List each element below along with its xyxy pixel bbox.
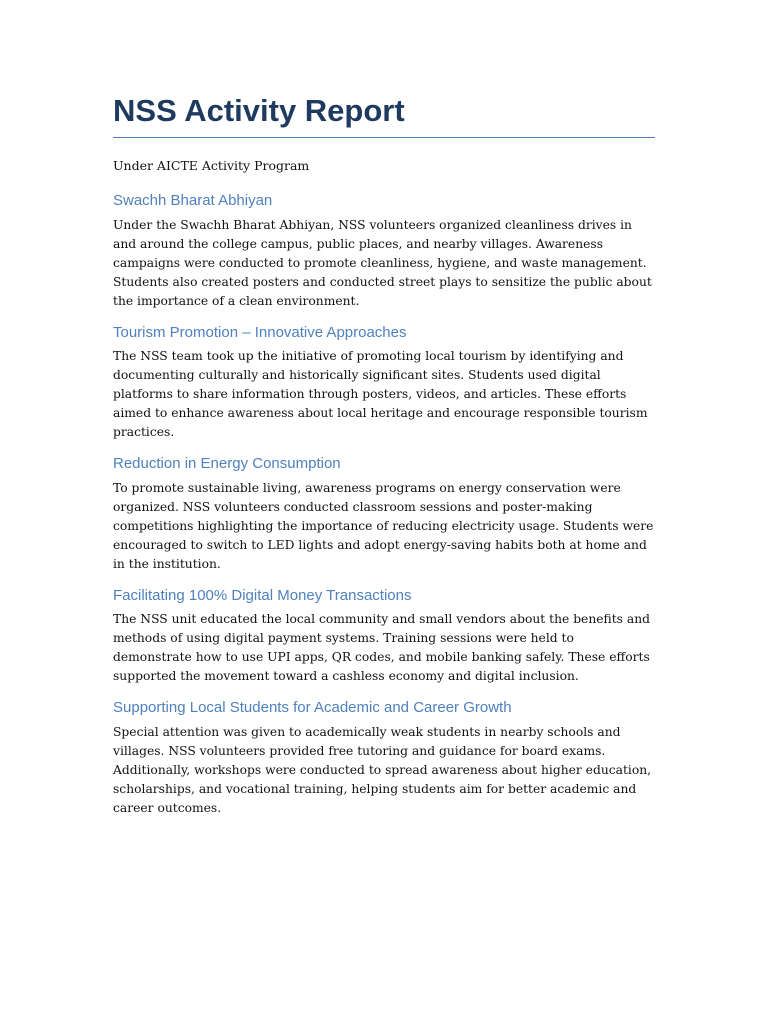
document-page <box>113 92 655 830</box>
section-body: Special attention was given to academically weak students in nearby schools and villages. NSS volunteers provided free tutoring and guidance for board exams. Additionally, workshops were conducted to spread awareness about higher education, scholarships, and vocational training, helping students aim for better academic and career outcomes. <box>113 724 652 815</box>
section-digital-transactions <box>113 586 655 687</box>
section-body: The NSS team took up the initiative of promoting local tourism by identifying and documenting culturally and historically significant sites. Students used digital platforms to share information through posters, videos, and articles. These efforts aimed to enhance awareness about local heritage and encourage responsible tourism practices. <box>113 349 648 440</box>
section-swachh-bharat <box>113 191 655 311</box>
section-heading: Reduction in Energy Consumption <box>113 455 341 473</box>
section-tourism-promotion <box>113 323 655 443</box>
section-body: The NSS unit educated the local community and small vendors about the benefits and methods of using digital payment systems. Training sessions were held to demonstrate how to use UPI apps, QR codes, and mobile banking safely. These efforts supported the movement toward a cashless economy and digital inclusion. <box>113 612 651 684</box>
section-heading: Tourism Promotion – Innovative Approaches <box>113 323 407 341</box>
section-heading: Swachh Bharat Abhiyan <box>113 192 273 210</box>
section-heading: Facilitating 100% Digital Money Transactions <box>113 586 412 604</box>
page-subtitle: Under AICTE Activity Program <box>113 158 310 174</box>
section-body: Under the Swachh Bharat Abhiyan, NSS volunteers organized cleanliness drives in and around the college campus, public places, and nearby villages. Awareness campaigns were conducted to promote cleanliness, hygiene, and waste management. Students also created posters and conducted street plays to sensitize the public about the importance of a clean environment. <box>113 217 652 308</box>
section-body: To promote sustainable living, awareness programs on energy conservation were organized. NSS volunteers conducted classroom sessions and poster-making competitions highlighting the importance of reducing electricity usage. Students were encouraged to switch to LED lights and adopt energy-saving habits both at home and in the institution. <box>113 480 654 571</box>
section-student-support <box>113 698 655 818</box>
section-heading: Supporting Local Students for Academic and Career Growth <box>113 699 512 717</box>
page-title: NSS Activity Report <box>113 92 655 138</box>
section-energy-reduction <box>113 454 655 574</box>
